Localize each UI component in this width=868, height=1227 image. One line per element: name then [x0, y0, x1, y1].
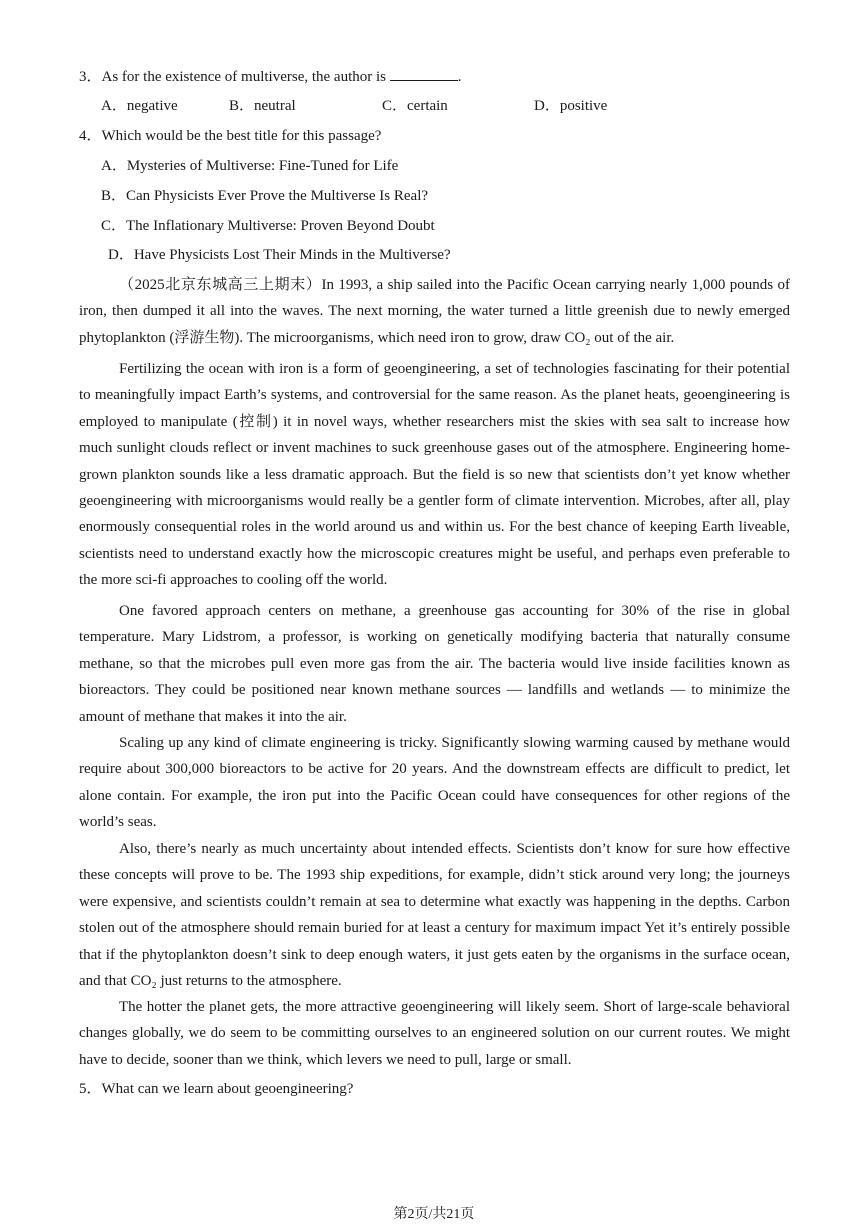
question-4-option-a: A．Mysteries of Multiverse: Fine-Tuned for Life — [101, 158, 399, 174]
passage-paragraph-3: One favored approach centers on methane, a greenhouse gas accounting for 30% of the rise in global temperature. Mary Lidstrom, a professor, is working on genetically modifying bacteria that naturally consume methane, so that the microbes pull even more gas from the air. The bacteria would live inside facilities known as bioreactors. They could be positioned near known methane sources — landfills and wetlands — to minimize the amount of methane that makes it into the air. — [79, 603, 790, 725]
passage-paragraph-5: Also, there’s nearly as much uncertainty about intended effects. Scientists don’t know for sure how effective these concepts will prove to be. The 1993 ship expeditions, for example, didn’t stick around very long; the journeys were expensive, and scientists couldn’t remain at sea to determine what exactly was happening in the depths. Carbon stolen out of the atmosphere should remain buried for at least a century for maximum impact Yet it’s entirely possible that if the phytoplankton doesn’t sink to deep enough waters, it just gets eaten by the organisms in the surface ocean, and that CO₂ just returns to the atmosphere. — [79, 841, 790, 990]
question-5-stem: 5．What can we learn about geoengineering? — [79, 1081, 354, 1097]
question-3-period: . — [457, 69, 462, 85]
question-3-text: 3．As for the existence of multiverse, the author is — [79, 69, 387, 85]
answer-blank — [390, 66, 458, 81]
question-4-option-c: C．The Inflationary Multiverse: Proven Beyond Doubt — [101, 218, 435, 234]
question-3-stem — [79, 66, 462, 87]
passage-paragraph-1: （2025北京东城高三上期末）In 1993, a ship sailed into the Pacific Ocean carrying nearly 1,000 pounds of iron, then dumped it all into the waves. The next morning, the water turned a little greenish due to newly emerged phytoplankton (浮游生物). The microorganisms, which need iron to grow, draw CO₂ out of the air. — [79, 277, 790, 346]
question-3-option-b: B．neutral — [229, 98, 296, 114]
question-4-stem: 4．Which would be the best title for this passage? — [79, 128, 382, 144]
question-4-option-d: D．Have Physicists Lost Their Minds in the Multiverse? — [108, 247, 451, 263]
page-number: 第2页/共21页 — [393, 1207, 475, 1222]
passage-paragraph-6: The hotter the planet gets, the more attractive geoengineering will likely seem. Short of large-scale behavioral changes globally, we do seem to be committing ourselves to an engineered solution on our current routes. We might have to decide, sooner than we think, which levers we need to pull, large or small. — [79, 999, 790, 1068]
question-3-option-d: D．positive — [534, 98, 608, 114]
passage-paragraph-2: Fertilizing the ocean with iron is a form of geoengineering, a set of technologies fascinating for their potential to meaningfully impact Earth’s systems, and controversial for the same reason. As the planet heats, geoengineering is employed to manipulate (控制) it in novel ways, whether researchers mist the skies with sea salt to increase how much sunlight clouds reflect or invent machines to suck greenhouse gases out of the atmosphere. Engineering home-grown plankton sounds like a less dramatic approach. But the field is so new that scientists don’t yet know whether geoengineering with microorganisms would really be a gentler form of climate intervention. Microbes, after all, play enormously consequential roles in the world around us and within us. For the best chance of keeping Earth liveable, scientists need to understand exactly how the microscopic creatures might be useful, and perhaps even preferable to the more sci-fi approaches to cooling off the world. — [79, 361, 790, 589]
passage-paragraph-4: Scaling up any kind of climate engineering is tricky. Significantly slowing warming caused by methane would require about 300,000 bioreactors to be active for 20 years. And the downstream effects are difficult to predict, let alone contain. For example, the iron put into the Pacific Ocean could have consequences for other regions of the world’s seas. — [79, 735, 790, 831]
question-3-option-c: C．certain — [382, 98, 448, 114]
question-4-option-b: B．Can Physicists Ever Prove the Multiverse Is Real? — [101, 188, 429, 204]
question-3-option-a: A．negative — [101, 98, 178, 114]
